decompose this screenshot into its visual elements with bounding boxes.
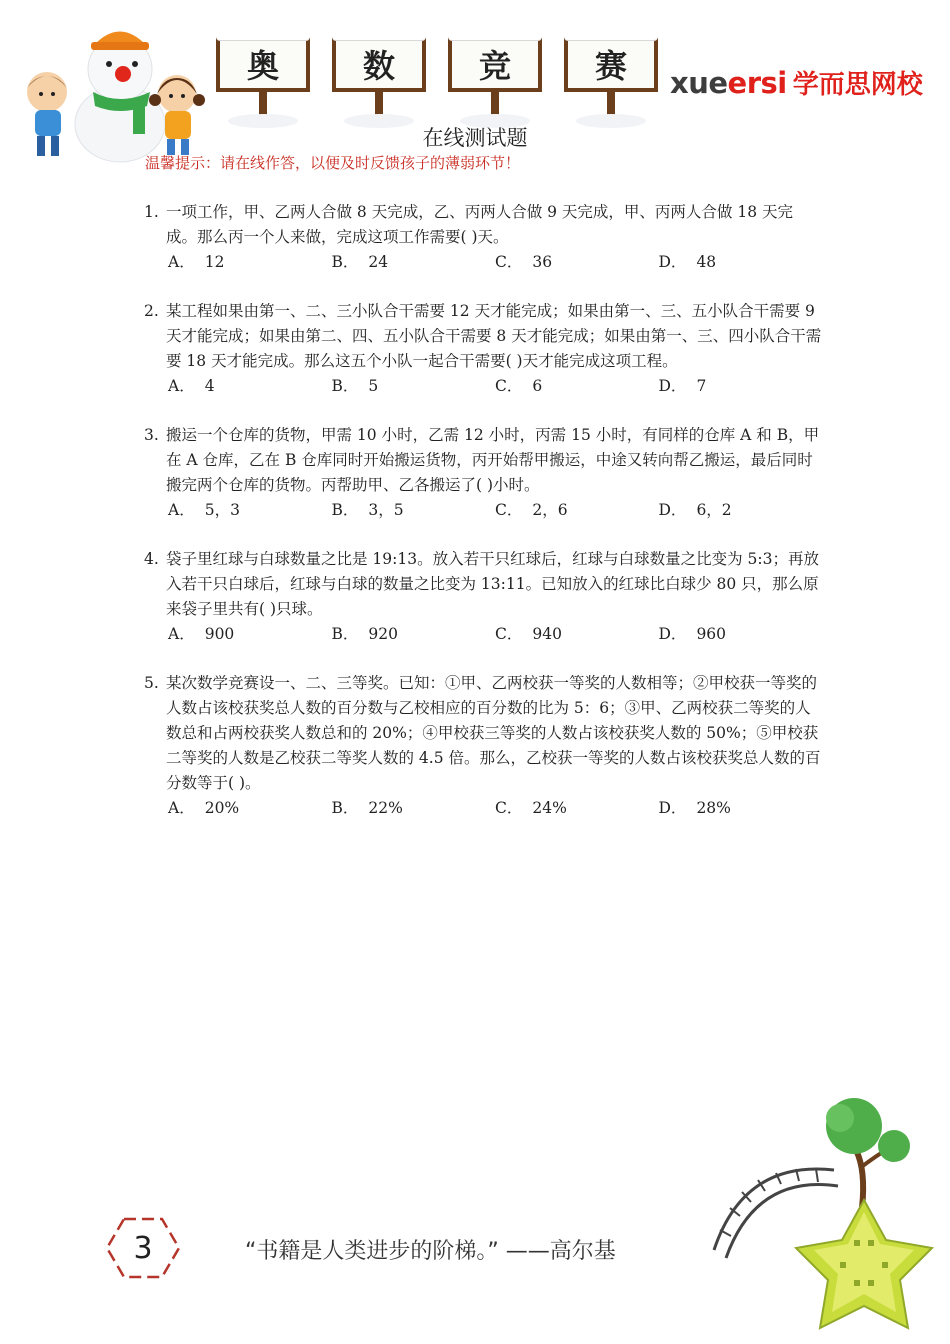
option-letter: A．	[168, 501, 195, 519]
question-number: 5.	[144, 674, 159, 692]
option-letter: C．	[495, 377, 523, 395]
option-text: 20%	[204, 799, 240, 817]
option-d[interactable]	[659, 622, 823, 647]
option-text: 4	[204, 377, 215, 395]
option-a[interactable]	[168, 374, 332, 399]
page-number: 3	[133, 1230, 153, 1266]
logo-latin	[670, 66, 787, 100]
option-text: 960	[696, 625, 727, 643]
page-number-badge	[104, 1216, 182, 1280]
question-stem	[142, 547, 822, 622]
signboard-ao: 奥	[216, 36, 310, 92]
option-letter: C．	[495, 501, 523, 519]
option-text: 5，3	[204, 501, 240, 519]
page-title: 在线测试题	[422, 126, 528, 150]
option-row	[142, 796, 822, 821]
question-4	[142, 547, 822, 647]
option-letter: C．	[495, 799, 523, 817]
option-letter: C．	[495, 625, 523, 643]
option-row	[142, 622, 822, 647]
option-c[interactable]	[495, 374, 659, 399]
question-stem	[142, 671, 822, 796]
question-stem	[142, 423, 822, 498]
question-number: 3.	[144, 426, 159, 444]
question-number: 1.	[144, 203, 159, 221]
option-letter: B．	[331, 377, 359, 395]
question-text: 袋子里红球与白球数量之比是 19:13。放入若干只红球后，红球与白球数量之比变为 5:3；再放入若干只白球后，红球与白球的数量之比变为 13:11。已知放入的红球比白球少 80 只，那么原来袋子里共有( )只球。	[166, 550, 819, 618]
question-5	[142, 671, 822, 821]
question-text: 搬运一个仓库的货物，甲需 10 小时，乙需 12 小时，丙需 15 小时，有同样的仓库 A 和 B，甲在 A 仓库，乙在 B 仓库同时开始搬运货物，丙开始帮甲搬运，中途又转向帮乙搬运，最后同时搬完两个仓库的货物。丙帮助甲、乙各搬运了( )小时。	[166, 426, 820, 494]
option-text: 900	[204, 625, 235, 643]
option-d[interactable]	[659, 796, 823, 821]
option-row	[142, 250, 822, 275]
warm-tip: 温馨提示：请在线作答，以便及时反馈孩子的薄弱环节！	[145, 154, 521, 172]
question-3	[142, 423, 822, 523]
option-d[interactable]	[659, 498, 823, 523]
question-list	[142, 200, 822, 845]
question-2	[142, 299, 822, 399]
logo-latin-a: xue	[670, 65, 728, 100]
option-a[interactable]	[168, 250, 332, 275]
logo-latin-b: ersi	[727, 65, 787, 100]
option-letter: B．	[331, 799, 359, 817]
option-letter: A．	[168, 625, 195, 643]
signboard-sai: 赛	[564, 36, 658, 92]
option-b[interactable]	[332, 250, 496, 275]
option-text: 22%	[368, 799, 403, 817]
option-text: 24%	[532, 799, 567, 817]
option-row	[142, 374, 822, 399]
logo-chinese: 学而思网校	[792, 70, 923, 100]
question-text: 一项工作，甲、乙两人合做 8 天完成，乙、丙两人合做 9 天完成，甲、丙两人合做 18 天完成。那么丙一个人来做，完成这项工作需要( )天。	[166, 203, 794, 246]
question-1	[142, 200, 822, 275]
option-text: 6	[532, 377, 543, 395]
tree-star-house-illustration	[704, 1090, 944, 1340]
option-b[interactable]	[332, 498, 496, 523]
question-number: 2.	[144, 302, 159, 320]
option-b[interactable]	[332, 374, 496, 399]
option-letter: D．	[658, 377, 687, 395]
option-text: 920	[368, 625, 398, 643]
option-letter: D．	[658, 799, 687, 817]
option-c[interactable]	[495, 622, 659, 647]
question-stem	[142, 200, 822, 250]
option-letter: D．	[658, 253, 687, 271]
option-a[interactable]	[168, 622, 332, 647]
option-text: 7	[696, 377, 707, 395]
option-text: 6，2	[696, 501, 732, 519]
option-d[interactable]	[659, 374, 823, 399]
question-stem	[142, 299, 822, 374]
option-a[interactable]	[168, 796, 332, 821]
question-text: 某工程如果由第一、二、三小队合干需要 12 天才能完成；如果由第一、三、五小队合干需要 9 天才能完成；如果由第二、四、五小队合干需要 8 天才能完成；如果由第一、三、四小队合干需要 18 天才能完成。那么这五个小队一起合干需要( )天才能完成这项工程。	[166, 302, 822, 370]
xueersi-logo	[670, 64, 923, 101]
option-a[interactable]	[168, 498, 332, 523]
option-letter: D．	[658, 625, 687, 643]
option-text: 36	[532, 253, 553, 271]
option-text: 12	[204, 253, 225, 271]
option-letter: D．	[658, 501, 687, 519]
option-letter: C．	[495, 253, 523, 271]
option-letter: A．	[168, 253, 195, 271]
option-text: 48	[696, 253, 717, 271]
signboard-shu: 数	[332, 36, 426, 92]
option-c[interactable]	[495, 250, 659, 275]
question-number: 4.	[144, 550, 159, 568]
option-d[interactable]	[659, 250, 823, 275]
option-letter: B．	[331, 501, 359, 519]
option-b[interactable]	[332, 796, 496, 821]
option-text: 28%	[696, 799, 731, 817]
option-text: 24	[368, 253, 389, 271]
option-text: 2，6	[532, 501, 568, 519]
footer-quote: “书籍是人类进步的阶梯。” ——高尔基	[245, 1239, 616, 1264]
question-text: 某次数学竞赛设一、二、三等奖。已知：①甲、乙两校获一等奖的人数相等；②甲校获一等奖的人数占该校获奖总人数的百分数与乙校相应的百分数的比为 5：6；③甲、乙两校获二等奖的人数总和占两校获奖人数总和的 20%；④甲校获三等奖的人数占该校获奖人数的 50%；⑤甲校获二等奖的人数是乙校获二等奖人数的 4.5 倍。那么，乙校获一等奖的人数占该校获奖总人数的百分数等于( )。	[166, 674, 821, 792]
option-c[interactable]	[495, 796, 659, 821]
option-letter: A．	[168, 377, 195, 395]
option-row	[142, 498, 822, 523]
option-text: 940	[532, 625, 562, 643]
option-letter: A．	[168, 799, 195, 817]
option-c[interactable]	[495, 498, 659, 523]
option-b[interactable]	[332, 622, 496, 647]
option-text: 5	[368, 377, 379, 395]
option-text: 3，5	[368, 501, 404, 519]
option-letter: B．	[331, 625, 359, 643]
option-letter: B．	[331, 253, 359, 271]
signboard-jing: 竞	[448, 36, 542, 92]
